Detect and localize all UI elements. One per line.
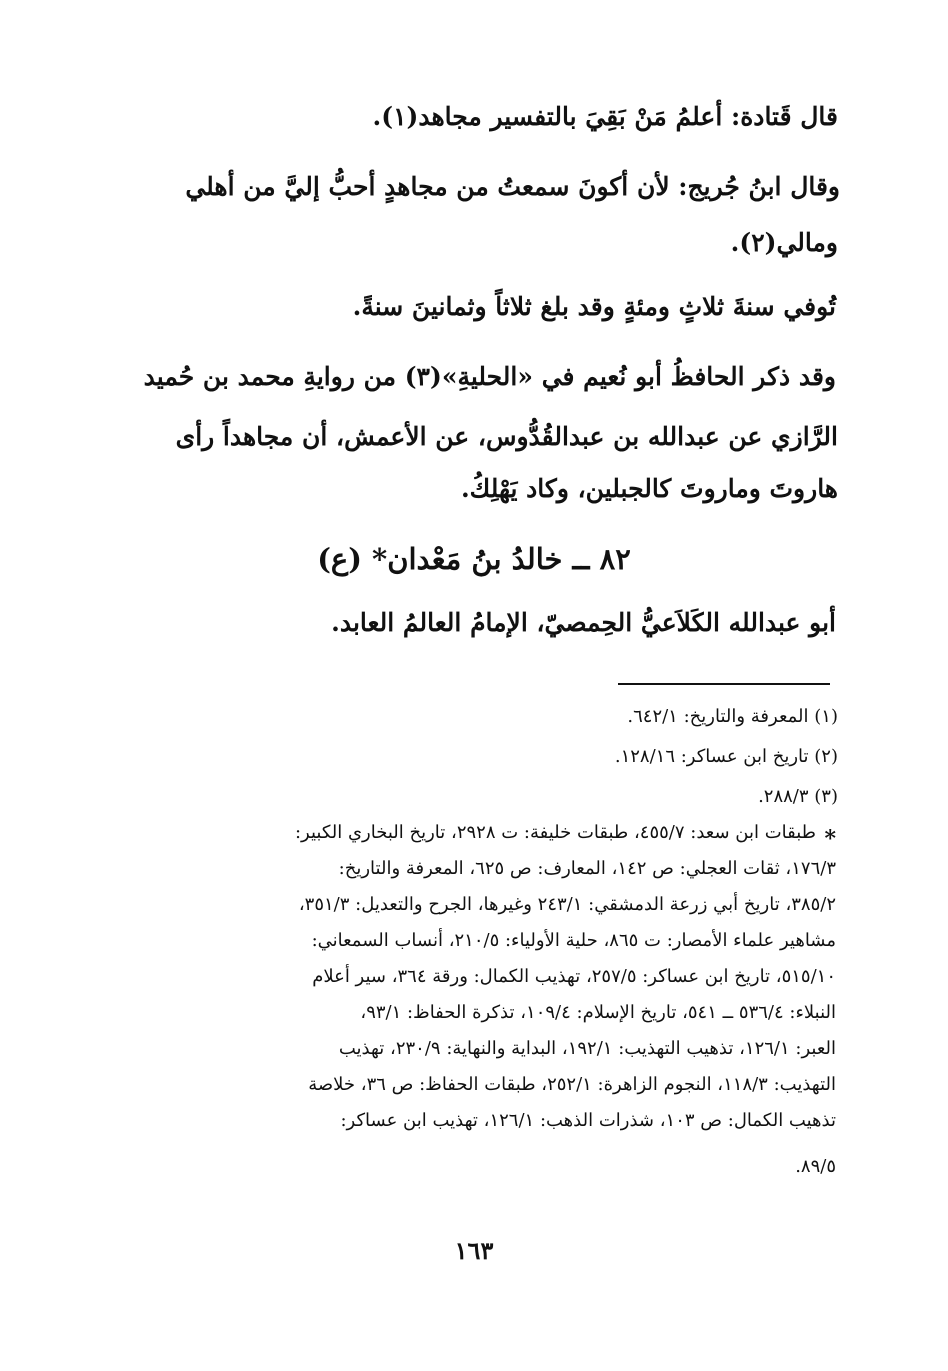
body-line-qatada: قال قَتادة: أعلمُ مَنْ بَقِيَ بالتفسير مجاهد(١). (372, 102, 838, 131)
star-note-line: طبقات ابن سعد: ٤٥٥/٧، طبقات خليفة: ت ٢٩٢٨، تاريخ البخاري الكبير: (294, 822, 816, 843)
body-line-hilya-cont-1: الرَّازي عن عبدالله بن عبدالقُدُّوس، عن الأعمش، أن مجاهداً رأى (175, 422, 838, 451)
star-note-line: ٨٩/٥. (795, 1156, 836, 1177)
body-line-hilya: وقد ذكر الحافظُ أبو نُعيم في «الحليةِ»(٣) من روايةِ محمد بن حُميد (143, 362, 836, 391)
body-line-death-year: تُوفي سنةَ ثلاثٍ ومئةٍ وقد بلغ ثلاثاً وثمانينَ سنةً. (352, 292, 836, 321)
star-note-line: ٣٨٥/٢، تاريخ أبي زرعة الدمشقي: ٢٤٣/١ وغيرها، الجرح والتعديل: ٣٥١/٣، (298, 894, 836, 915)
body-line-ibn-jurayj-cont: ومالي(٢). (730, 228, 838, 257)
star-note-line: ٥١٥/١٠، تاريخ ابن عساكر: ٢٥٧/٥، تهذيب الكمال: ورقة ٣٦٤، سير أعلام (312, 966, 836, 987)
footnote-1: (١) المعرفة والتاريخ: ٦٤٢/١. (627, 706, 838, 727)
star-note-line: تذهيب الكمال: ص ١٠٣، شذرات الذهب: ١٢٦/١، تهذيب ابن عساكر: (340, 1110, 836, 1131)
body-line-ibn-jurayj: وقال ابنُ جُريج: لأن أكونَ سمعتُ من مجاهدٍ أحبُّ إليَّ من أهلي (185, 172, 840, 201)
star-note-line: النبلاء: ٥٣٦/٤ ــ ٥٤١، تاريخ الإسلام: ١٠٩/٤، تذكرة الحفاظ: ٩٣/١، (360, 1002, 836, 1023)
star-note-line: التهذيب: ١١٨/٣، النجوم الزاهرة: ٢٥٢/١، طبقات الحفاظ: ص ٣٦، خلاصة (308, 1074, 836, 1095)
footnote-divider (618, 683, 830, 685)
section-heading: ٨٢ ــ خالدُ بنُ مَعْدان* (ع) (317, 542, 631, 576)
star-note-marker: * (824, 826, 836, 852)
section-intro: أبو عبدالله الكَلاَعيُّ الحِمصيّ، الإمامُ العالمُ العابد. (331, 608, 836, 637)
footnote-2: (٢) تاريخ ابن عساكر: ١٢٨/١٦. (614, 746, 838, 767)
star-note-line: العبر: ١٢٦/١، تذهيب التهذيب: ١٩٢/١، البداية والنهاية: ٢٣٠/٩، تهذيب (338, 1038, 836, 1059)
body-line-hilya-cont-2: هاروتَ وماروتَ كالجبلين، وكاد يَهْلِكُ. (460, 474, 838, 503)
page-number: ١٦٣ (454, 1236, 494, 1265)
star-note-line: مشاهير علماء الأمصار: ت ٨٦٥، حلية الأولياء: ٢١٠/٥، أنساب السمعاني: (311, 930, 836, 951)
star-note-line: ١٧٦/٣، ثقات العجلي: ص ١٤٢، المعارف: ص ٦٢٥، المعرفة والتاريخ: (338, 858, 836, 879)
footnote-3: (٣) ٢٨٨/٣. (758, 786, 838, 807)
